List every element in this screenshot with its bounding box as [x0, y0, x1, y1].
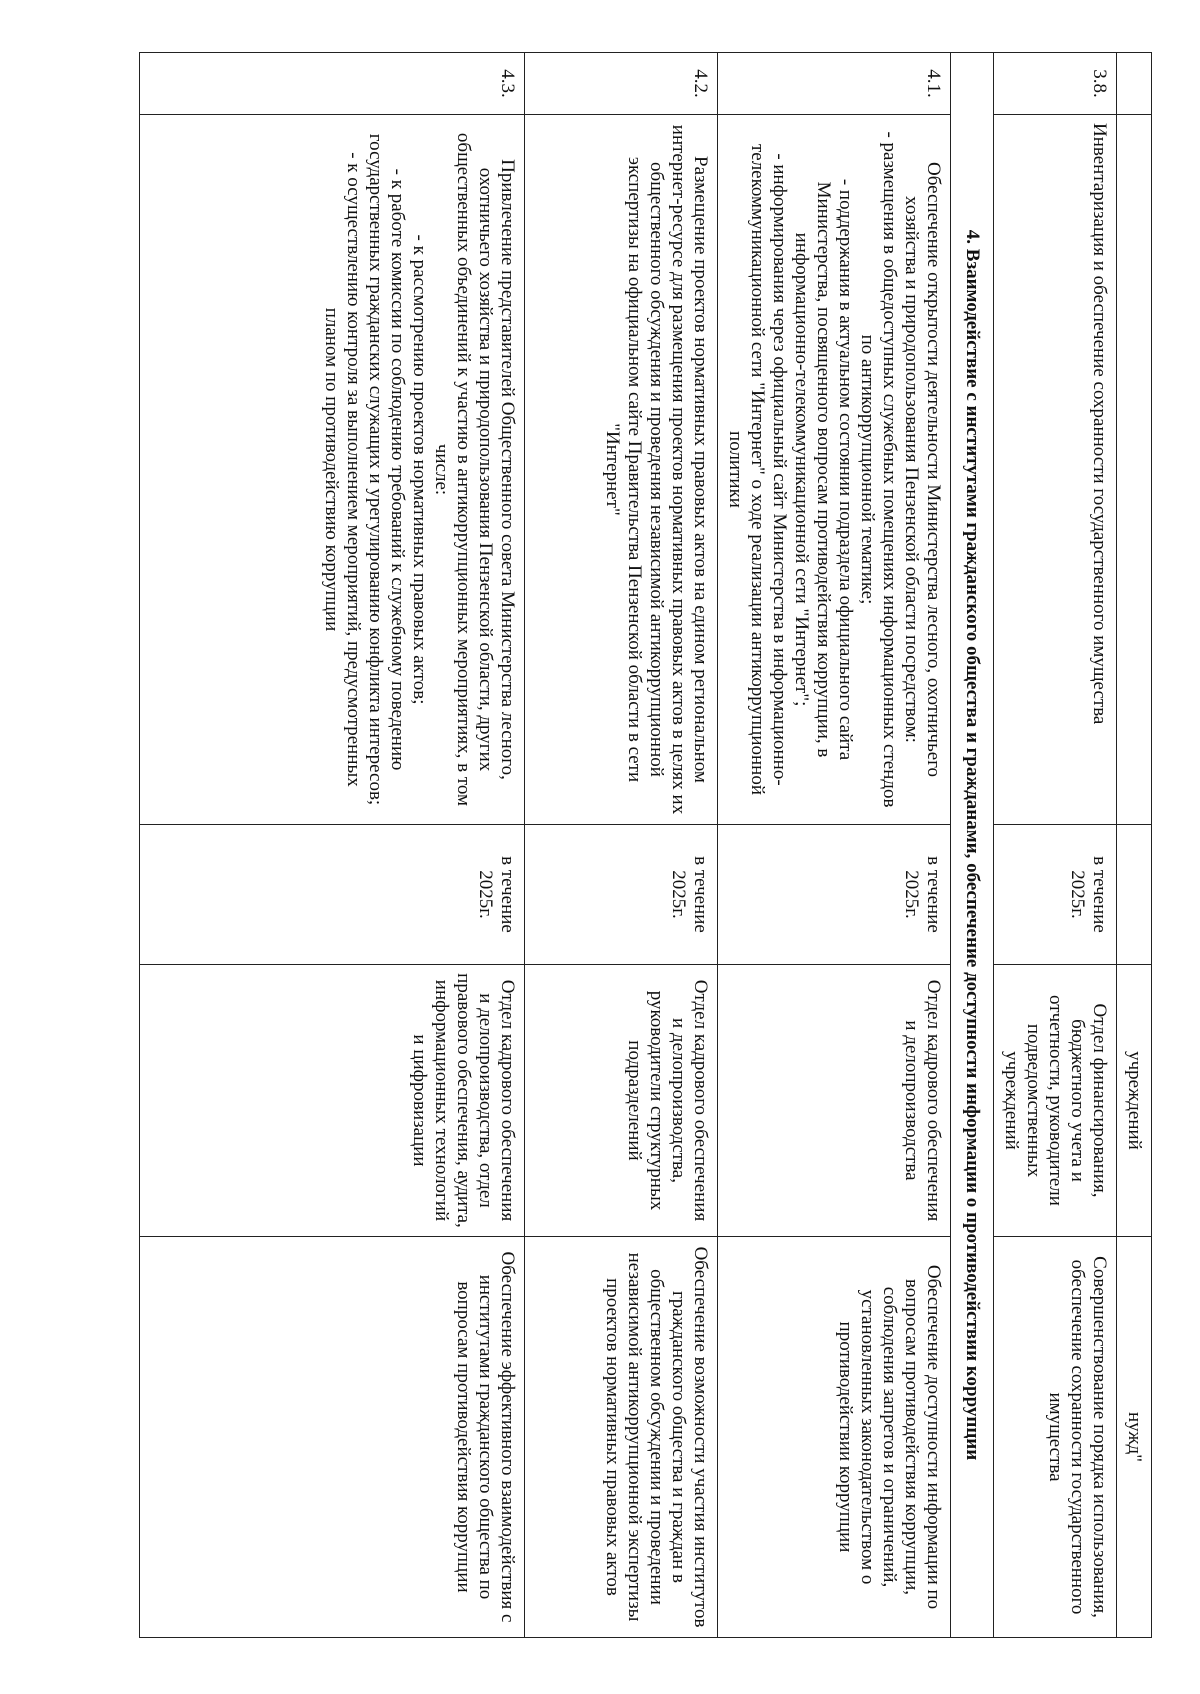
result-text: Совершенствование порядка использования, обеспечение сохранности государственного имущества [994, 1237, 1117, 1638]
result-text: Обеспечение возможности участия институтов гражданского общества и граждан в общественном обсуждении и проведении независимой антикоррупционной экспертизы проектов нормативных правовых актов [525, 1237, 718, 1638]
activity-item: - к осуществлению контроля за выполнением мероприятий, предусмотренных планом по противодействию коррупции [321, 152, 364, 787]
activity-intro: Обеспечение открытости деятельности Министерства лесного, охотничьего хозяйства и природопользования Пензенской области посредством: [901, 161, 944, 778]
activity-cell [140, 115, 525, 825]
cell-responsible [1117, 965, 1152, 1237]
cell-result [1117, 1237, 1152, 1638]
activity-text: Размещение проектов нормативных правовых актов на едином региональном интернет-ресурсе для размещения проектов нормативных правовых актов в целях их общественного обсуждения и проведения независимой антикоррупционной экспертизы на официальном сайте Правительства Пензенской области в сети "Интернет" [525, 115, 718, 825]
term-text: в течение 2025г. [140, 825, 525, 965]
section-heading-row [951, 53, 994, 1638]
cell-num [1117, 53, 1152, 115]
table-row [1117, 53, 1152, 1638]
table-row [718, 53, 951, 1638]
result-text: Обеспечение эффективного взаимодействия с институтами гражданского общества по вопросам противодействия коррупции [140, 1237, 525, 1638]
activity-item: - к рассмотрению проектов нормативных правовых актов; [409, 234, 430, 705]
activity-text: Инвентаризация и обеспечение сохранности государственного имущества [994, 115, 1117, 825]
responsible-text: Отдел кадрового обеспечения и делопроизводства [718, 965, 951, 1237]
row-number: 4.1. [718, 53, 951, 115]
cell-term [1117, 825, 1152, 965]
row-number: 3.8. [994, 53, 1117, 115]
table-row [994, 53, 1117, 1638]
row-number: 4.2. [525, 53, 718, 115]
cell-activity [1117, 115, 1152, 825]
responsible-text: Отдел финансирования, бюджетного учета и отчетности, руководители подведомственных учреждений [994, 965, 1117, 1237]
result-text: нужд" [1124, 1412, 1145, 1462]
activity-item: - к работе комиссии по соблюдению требований к служебному поведению государственных гражданских служащих и урегулированию конфликта интересов; [365, 133, 408, 806]
term-text: в течение 2025г. [994, 825, 1117, 965]
activity-intro: Привлечение представителей Общественного совета Министерства лесного, охотничьего хозяйства и природопользования Пензенской области, других общественных объединений к участию в антикоррупционных мероприятиях, в том числе: [431, 132, 518, 807]
result-text: Обеспечение доступности информации по вопросам противодействия коррупции, соблюдения запретов и ограничений, установленных законодательством о противодействии коррупции [718, 1237, 951, 1638]
activity-cell [718, 115, 951, 825]
table-row [525, 53, 718, 1638]
responsible-text: Отдел кадрового обеспечения и делопроизводства, руководители структурных подразделений [525, 965, 718, 1237]
activity-item: - поддержания в актуальном состоянии подраздела официального сайта Министерства, посвященного вопросам противодействия коррупции, в информационно-телекоммуникационной сети "Интернет"; [791, 178, 856, 761]
table-row [140, 53, 525, 1638]
responsible-text: учреждений [1124, 1051, 1145, 1150]
term-text: в течение 2025г. [525, 825, 718, 965]
term-text: в течение 2025г. [718, 825, 951, 965]
responsible-text: Отдел кадрового обеспечения и делопроизводства, отдел правового обеспечения, аудита, информационных технологий и цифровизации [140, 965, 525, 1237]
section-title: 4. Взаимодействие с институтами гражданского общества и гражданами, обеспечение доступности информации о противодействии коррупции [951, 53, 994, 1638]
anticorruption-plan-table [139, 52, 1152, 1638]
activity-item: - размещения в общедоступных служебных помещениях информационных стендов по антикоррупционной тематике; [857, 131, 900, 808]
activity-item: - информирования через официальный сайт Министерства в информационно-телекоммуникационной сети "Интернет" о ходе реализации антикоррупционной политики [725, 143, 790, 796]
row-number: 4.3. [140, 53, 525, 115]
